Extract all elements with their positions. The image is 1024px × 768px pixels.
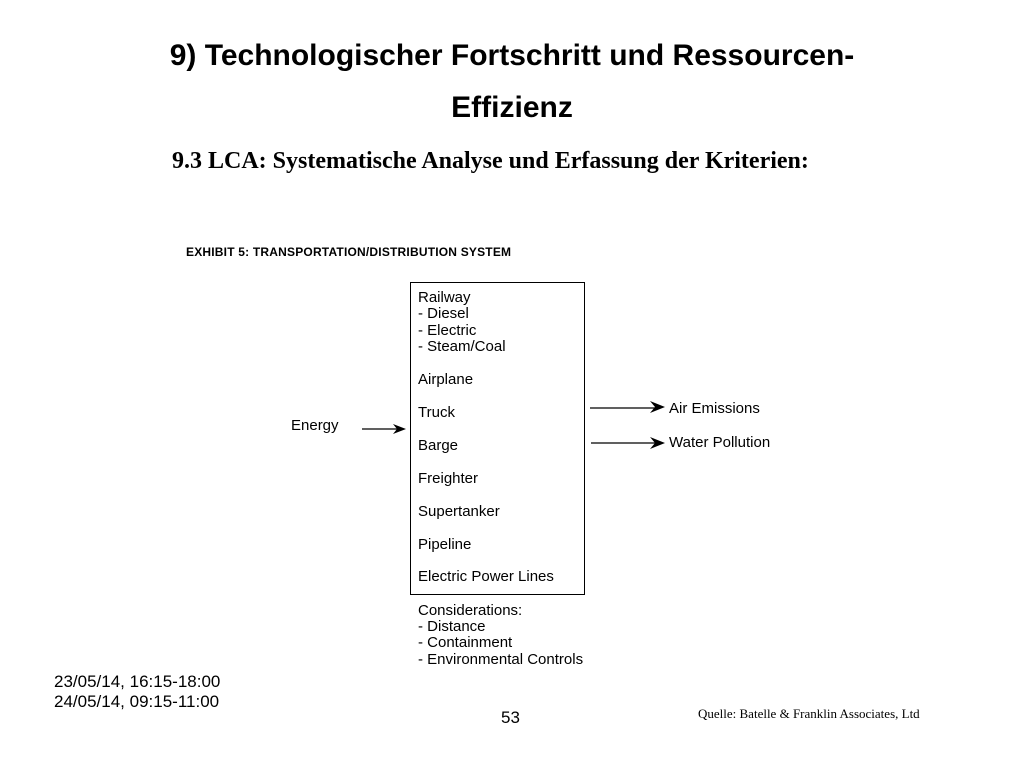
- box-item-supertanker: Supertanker: [418, 503, 500, 520]
- box-item-truck: Truck: [418, 404, 455, 421]
- box-item-diesel: - Diesel: [418, 305, 469, 322]
- slide-title-line1: 9) Technologischer Fortschritt und Ressourcen-: [169, 39, 855, 72]
- considerations-list: [418, 603, 583, 668]
- energy-label: Energy: [291, 417, 339, 434]
- exhibit-title: EXHIBIT 5: TRANSPORTATION/DISTRIBUTION SYSTEM: [186, 245, 512, 259]
- box-item-railway: Railway: [418, 289, 471, 306]
- considerations-heading: Considerations:: [418, 602, 523, 619]
- box-item-electric-power-lines: Electric Power Lines: [418, 568, 554, 585]
- session-date-1: 23/05/14, 16:15-18:00: [54, 672, 221, 691]
- air-emissions-arrow-head: [650, 401, 665, 413]
- box-item-electric: - Electric: [418, 322, 477, 339]
- slide-subtitle: 9.3 LCA: Systematische Analyse und Erfassung der Kriterien:: [172, 148, 809, 174]
- session-date-2: 24/05/14, 09:15-11:00: [54, 692, 220, 711]
- output-water-pollution: Water Pollution: [669, 434, 771, 451]
- box-item-steam-coal: - Steam/Coal: [418, 338, 506, 355]
- box-item-barge: Barge: [418, 437, 459, 454]
- box-item-airplane: Airplane: [418, 371, 474, 388]
- box-item-pipeline: Pipeline: [418, 536, 472, 553]
- consideration-containment: - Containment: [418, 634, 513, 652]
- consideration-distance: - Distance: [418, 618, 486, 636]
- page-number: 53: [501, 708, 520, 727]
- consideration-environmental-controls: - Environmental Controls: [418, 650, 584, 668]
- output-air-emissions: Air Emissions: [669, 400, 760, 417]
- session-dates: [54, 672, 220, 712]
- slide-title-line2: Effizienz: [451, 91, 573, 124]
- source-citation: Quelle: Batelle & Franklin Associates, Ltd: [698, 706, 920, 721]
- box-item-freighter: Freighter: [418, 470, 479, 487]
